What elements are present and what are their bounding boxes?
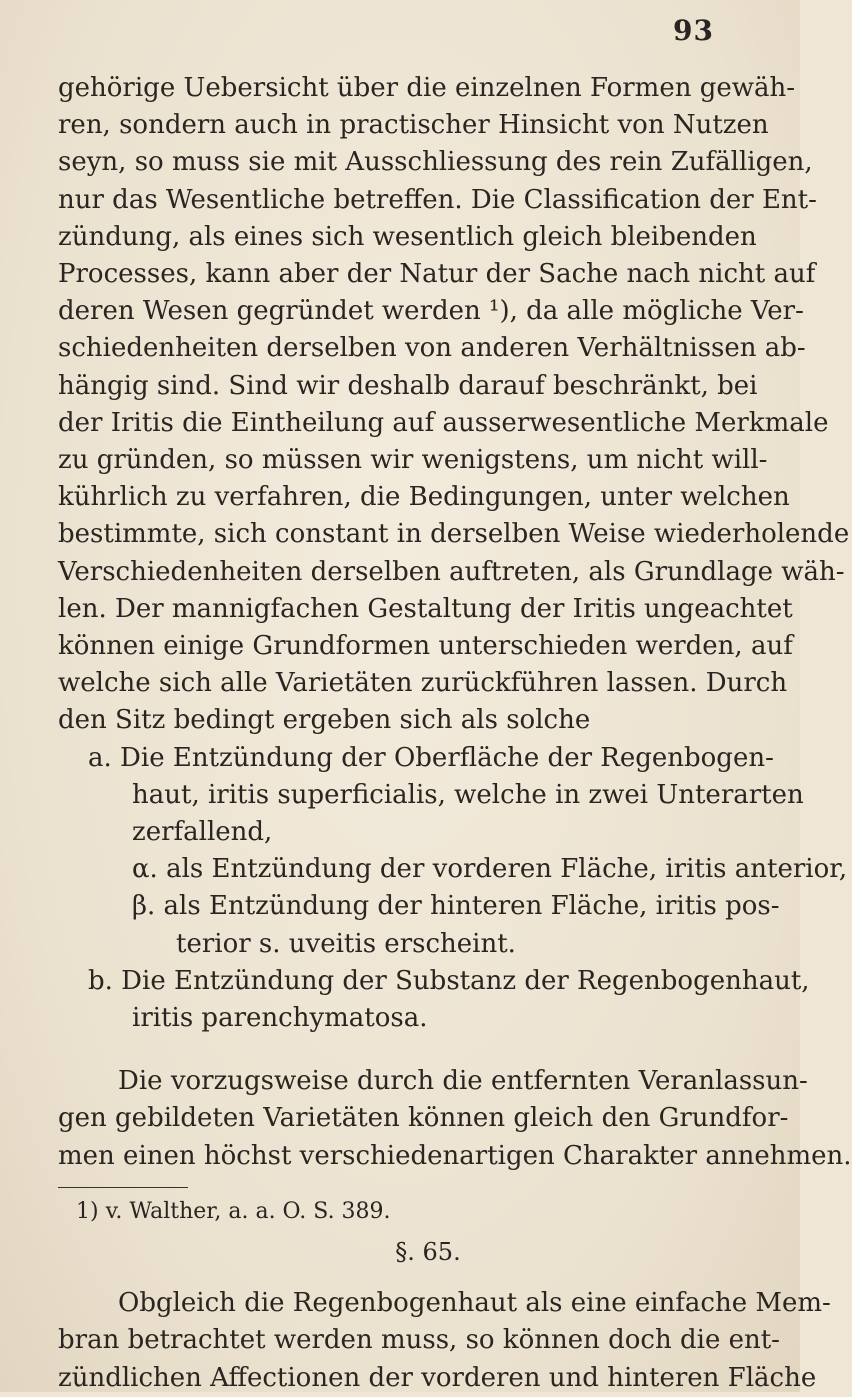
- text-line: welche sich alle Varietäten zurückführen lassen. Durch: [58, 668, 788, 699]
- text-line: können einige Grundformen unterschieden werden, auf: [58, 631, 793, 662]
- text-line: Die vorzugsweise durch die entfernten Veranlassun-: [118, 1066, 808, 1097]
- footnote-rule: [58, 1187, 188, 1188]
- text-line: der Iritis die Eintheilung auf ausserwesentliche Merkmale: [58, 407, 829, 438]
- footnote: 1) v. Walther, a. a. O. S. 389.: [76, 1198, 391, 1224]
- text-line: seyn, so muss sie mit Ausschliessung des rein Zufälligen,: [58, 147, 813, 178]
- text-line: ren, sondern auch in practischer Hinsicht von Nutzen: [58, 110, 769, 141]
- text-line: gehörige Uebersicht über die einzelnen Formen gewäh-: [58, 73, 796, 103]
- list-item-beta: β. als Entzündung der hinteren Fläche, iritis pos-: [132, 891, 780, 922]
- list-item-alpha: α. als Entzündung der vorderen Fläche, iritis anterior,: [132, 854, 848, 885]
- text-line: men einen höchst verschiedenartigen Charakter annehmen.: [58, 1140, 852, 1171]
- text-line: den Sitz bedingt ergeben sich als solche: [58, 705, 591, 736]
- text-line: bran betrachtet werden muss, so können doch die ent-: [58, 1325, 780, 1356]
- text-line: gen gebildeten Varietäten können gleich den Grundfor-: [58, 1103, 789, 1134]
- text-line: kührlich zu verfahren, die Bedingungen, unter welchen: [58, 482, 790, 513]
- list-item-beta-cont: terior s. uveitis erscheint.: [176, 928, 516, 959]
- text-line: schiedenheiten derselben von anderen Verhältnissen ab-: [58, 333, 806, 364]
- text-line: zu gründen, so müssen wir wenigstens, um nicht will-: [58, 445, 768, 476]
- page-body: [58, 70, 852, 1397]
- list-item-a: a. Die Entzündung der Oberfläche der Regenbogen-: [88, 742, 774, 773]
- text-line: bestimmte, sich constant in derselben Weise wiederholende: [58, 519, 850, 550]
- text-line: Processes, kann aber der Natur der Sache nach nicht auf: [58, 259, 816, 290]
- text-line: Obgleich die Regenbogenhaut als eine einfache Mem-: [118, 1288, 831, 1319]
- text-line: zündung, als eines sich wesentlich gleich bleibenden: [58, 221, 757, 252]
- text-line: nur das Wesentliche betreffen. Die Classification der Ent-: [58, 184, 817, 215]
- list-item-a-cont: zerfallend,: [132, 817, 273, 848]
- section-heading: §. 65.: [395, 1237, 461, 1266]
- text-line: Verschiedenheiten derselben auftreten, als Grundlage wäh-: [58, 556, 845, 587]
- text-line: hängig sind. Sind wir deshalb darauf beschränkt, bei: [58, 370, 758, 401]
- text-line: zündlichen Affectionen der vorderen und hinteren Fläche: [58, 1362, 817, 1393]
- text-line: len. Der mannigfachen Gestaltung der Iritis ungeachtet: [58, 593, 793, 624]
- list-item-b-cont: iritis parenchymatosa.: [132, 1003, 428, 1034]
- list-item-a-cont: haut, iritis superficialis, welche in zwei Unterarten: [132, 779, 804, 810]
- page-number: 93: [673, 14, 714, 47]
- text-line: deren Wesen gegründet werden ¹), da alle mögliche Ver-: [58, 296, 804, 327]
- list-item-b: b. Die Entzündung der Substanz der Regenbogenhaut,: [88, 965, 810, 996]
